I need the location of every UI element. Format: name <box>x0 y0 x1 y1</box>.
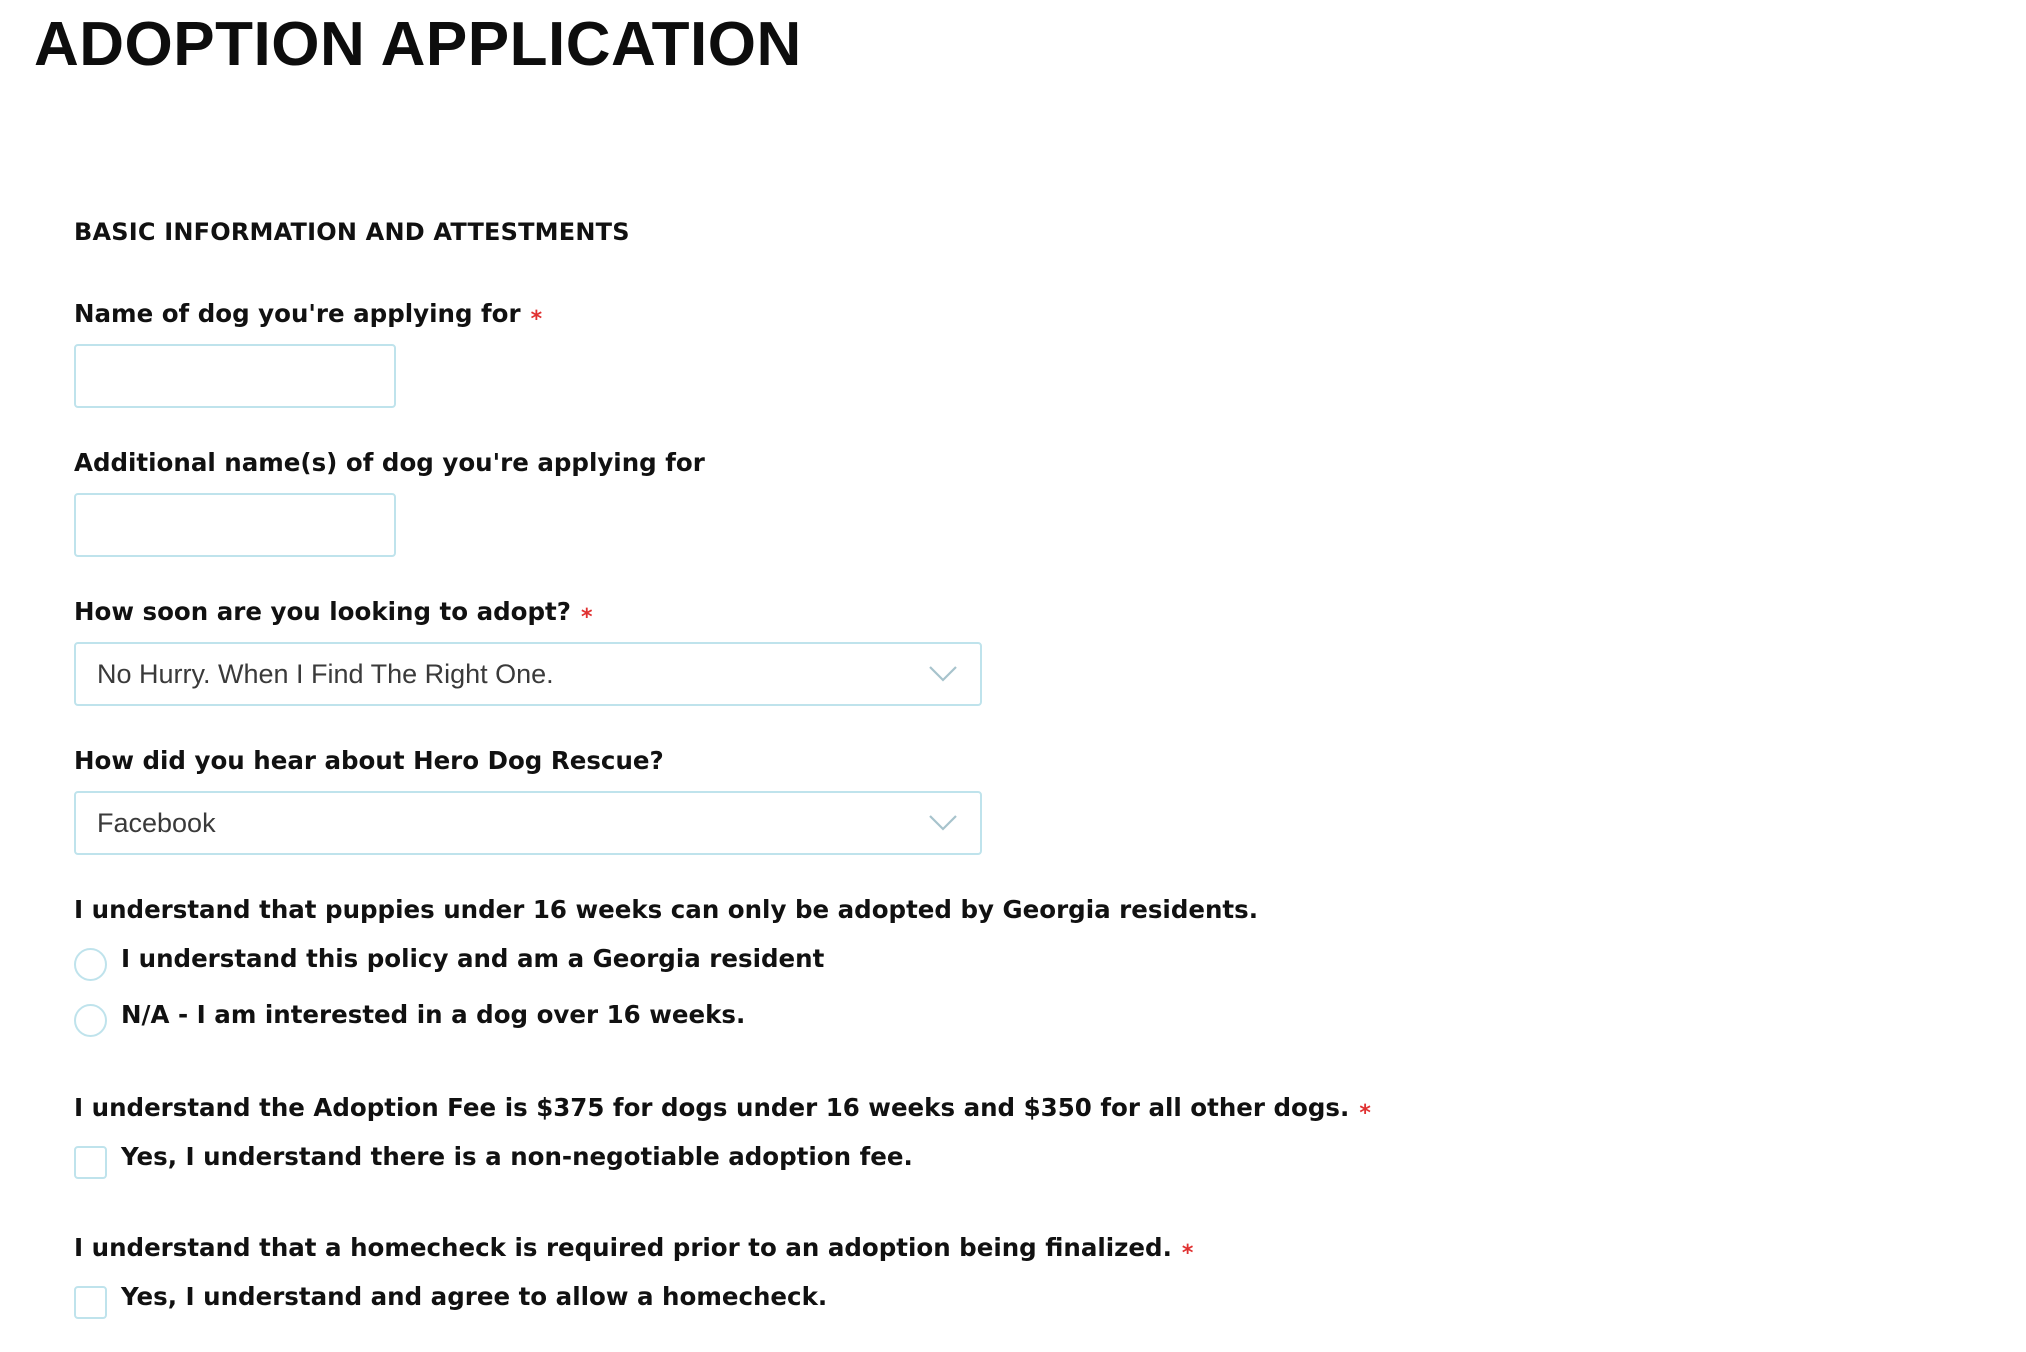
georgia-resident-radio-option[interactable] <box>74 944 824 981</box>
additional-dog-names-label <box>74 448 705 477</box>
homecheck-label <box>74 1233 1194 1266</box>
adopt-timing-select[interactable] <box>74 642 982 706</box>
adoption-fee-label-text: I understand the Adoption Fee is $375 for dogs under 16 weeks and $350 for all other dogs. <box>74 1093 1350 1122</box>
referral-source-selected-value: Facebook <box>97 807 216 838</box>
georgia-policy-label <box>74 895 1258 924</box>
adoption-fee-checkbox-label: Yes, I understand there is a non-negotiable adoption fee. <box>121 1142 913 1171</box>
dog-name-label <box>74 299 543 332</box>
required-marker: * <box>1359 1101 1371 1126</box>
required-marker: * <box>1181 1241 1194 1266</box>
page-title: ADOPTION APPLICATION <box>34 10 802 79</box>
chevron-down-icon <box>928 813 958 833</box>
referral-source-label <box>74 746 664 775</box>
over-16-weeks-radio-label: N/A - I am interested in a dog over 16 weeks. <box>121 1000 746 1029</box>
georgia-resident-radio-label: I understand this policy and am a Georgia resident <box>121 944 825 973</box>
chevron-down-icon <box>928 664 958 684</box>
referral-source-label-text: How did you hear about Hero Dog Rescue? <box>74 746 664 775</box>
over-16-weeks-radio-option[interactable] <box>74 1000 745 1037</box>
dog-name-input[interactable] <box>74 344 396 408</box>
adoption-fee-checkbox-option[interactable] <box>74 1142 913 1179</box>
required-marker: * <box>580 605 593 630</box>
required-marker: * <box>530 307 543 332</box>
homecheck-checkbox-option[interactable] <box>74 1282 827 1319</box>
homecheck-checkbox-label: Yes, I understand and agree to allow a homecheck. <box>121 1282 828 1311</box>
additional-dog-names-label-text: Additional name(s) of dog you're applying for <box>74 448 705 477</box>
over-16-weeks-radio[interactable] <box>74 1004 107 1037</box>
adopt-timing-label-text: How soon are you looking to adopt? <box>74 597 571 626</box>
homecheck-label-text: I understand that a homecheck is required prior to an adoption being finalized. <box>74 1233 1172 1262</box>
referral-source-select[interactable] <box>74 791 982 855</box>
additional-dog-names-input[interactable] <box>74 493 396 557</box>
homecheck-checkbox[interactable] <box>74 1286 107 1319</box>
georgia-policy-label-text: I understand that puppies under 16 weeks can only be adopted by Georgia residents. <box>74 895 1259 924</box>
adopt-timing-label <box>74 597 593 630</box>
adoption-fee-checkbox[interactable] <box>74 1146 107 1179</box>
georgia-resident-radio[interactable] <box>74 948 107 981</box>
adoption-fee-label <box>74 1093 1371 1126</box>
adopt-timing-selected-value: No Hurry. When I Find The Right One. <box>97 658 554 689</box>
dog-name-label-text: Name of dog you're applying for <box>74 299 521 328</box>
section-title: BASIC INFORMATION AND ATTESTMENTS <box>74 218 630 246</box>
